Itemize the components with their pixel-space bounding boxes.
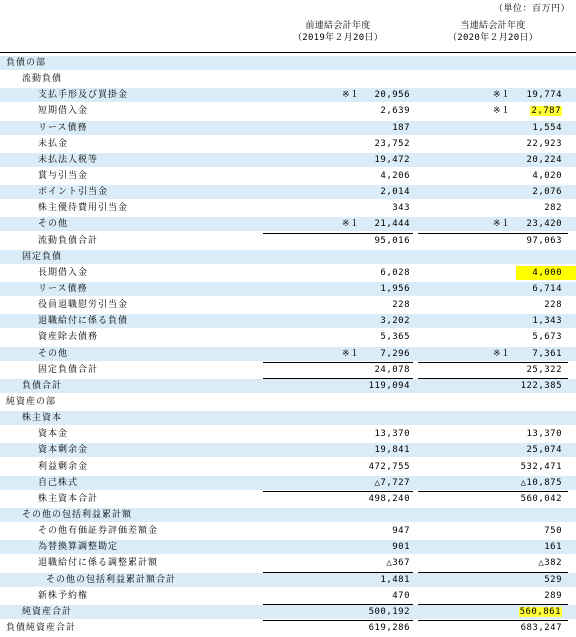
table-row — [0, 556, 576, 570]
note-mark-prev: ※１ — [342, 219, 360, 230]
value-current-year: △382 — [538, 558, 562, 569]
row-label: 負債純資産合計 — [6, 622, 77, 633]
value-current-year: 2,076 — [532, 187, 562, 198]
row-label: その他の包括利益累計額 — [22, 509, 133, 520]
column-header-prev-title: 前連結会計年度 — [305, 21, 371, 31]
value-current-year: 529 — [544, 574, 562, 585]
table-row — [0, 492, 576, 506]
value-prev-year: 5,365 — [380, 332, 410, 343]
column-header-cur-date: （2020年２月20日） — [447, 33, 539, 43]
table-row — [0, 72, 576, 86]
value-prev-year: 3,202 — [380, 316, 410, 327]
value-current-year: 25,322 — [526, 364, 562, 375]
value-prev-year: 19,472 — [374, 154, 410, 165]
row-label: ポイント引当金 — [38, 187, 109, 198]
highlighted-value: 2,787 — [531, 106, 561, 117]
value-current-year: 7,361 — [532, 348, 562, 359]
row-label: 自己株式 — [38, 477, 79, 488]
column-header-current-year — [418, 20, 568, 44]
value-current-year: 25,074 — [526, 445, 562, 456]
note-mark-cur: ※１ — [493, 219, 511, 230]
table-row — [0, 443, 576, 457]
row-label: その他 — [38, 219, 69, 230]
row-label: リース債務 — [38, 122, 88, 133]
table-row — [0, 56, 576, 70]
row-label: 利益剰余金 — [38, 461, 89, 472]
value-prev-year: △367 — [386, 558, 410, 569]
row-label: 流動負債 — [22, 74, 63, 85]
table-row — [0, 605, 576, 619]
value-prev-year: 901 — [392, 542, 410, 553]
table-row — [0, 476, 576, 490]
value-current-year: 289 — [544, 590, 562, 601]
row-label: 固定負債合計 — [38, 364, 99, 375]
table-row — [0, 363, 576, 377]
table-row — [0, 121, 576, 135]
table-row — [0, 411, 576, 425]
value-prev-year: △7,727 — [374, 477, 410, 488]
column-header-prev-date: （2019年２月20日） — [292, 33, 384, 43]
value-prev-year: 472,755 — [368, 461, 410, 472]
value-current-year: 97,063 — [526, 235, 562, 246]
table-row — [0, 185, 576, 199]
value-prev-year: 2,014 — [380, 187, 410, 198]
note-mark-prev: ※１ — [342, 348, 360, 359]
row-label: 株主資本 — [22, 413, 63, 424]
table-row — [0, 282, 576, 296]
balance-sheet-table — [0, 56, 576, 637]
value-prev-year: 95,016 — [374, 235, 410, 246]
row-label: 負債合計 — [22, 380, 63, 391]
value-current-year: 6,714 — [532, 283, 562, 294]
value-prev-year: 1,481 — [380, 574, 410, 585]
value-current-year: 560,042 — [520, 493, 562, 504]
row-label: 流動負債合計 — [38, 235, 99, 246]
value-prev-year: 13,370 — [374, 429, 410, 440]
value-current-year: 23,420 — [526, 219, 562, 230]
table-row — [0, 379, 576, 393]
table-row — [0, 589, 576, 603]
table-row — [0, 347, 576, 361]
value-prev-year: 470 — [392, 590, 410, 601]
row-label: その他の包括利益累計額合計 — [46, 574, 177, 585]
value-prev-year: 24,078 — [374, 364, 410, 375]
value-prev-year: 21,444 — [374, 219, 410, 230]
row-label: 役員退職慰労引当金 — [38, 300, 129, 311]
row-label: 為替換算調整勘定 — [38, 542, 119, 553]
value-prev-year: 228 — [392, 300, 410, 311]
value-prev-year: 119,094 — [368, 380, 410, 391]
table-row — [0, 427, 576, 441]
row-label: 資本剰余金 — [38, 445, 89, 456]
value-prev-year: 619,286 — [368, 622, 410, 633]
row-label: その他有価証券評価差額金 — [38, 526, 159, 537]
value-prev-year: 19,841 — [374, 445, 410, 456]
table-row — [0, 573, 576, 587]
value-current-year: △10,875 — [520, 477, 562, 488]
value-prev-year: 6,028 — [380, 267, 410, 278]
value-prev-year: 20,956 — [374, 90, 410, 101]
row-label: リース債務 — [38, 283, 88, 294]
value-prev-year: 343 — [392, 203, 410, 214]
table-row — [0, 169, 576, 183]
row-label: 新株予約権 — [38, 590, 89, 601]
value-prev-year: 1,956 — [380, 283, 410, 294]
value-prev-year: 23,752 — [374, 138, 410, 149]
value-current-year — [492, 104, 562, 118]
note-mark-cur: ※１ — [493, 90, 511, 101]
value-current-year: 19,774 — [526, 90, 562, 101]
value-current-year: 22,923 — [526, 138, 562, 149]
column-header-cur-title: 当連結会計年度 — [460, 21, 526, 31]
table-row — [0, 314, 576, 328]
table-row — [0, 395, 576, 409]
value-prev-year: 2,639 — [380, 106, 410, 117]
value-current-year: 5,673 — [532, 332, 562, 343]
table-row — [0, 508, 576, 522]
row-label: 資本金 — [38, 429, 69, 440]
table-row — [0, 88, 576, 102]
header-divider — [0, 52, 576, 53]
note-mark-prev: ※１ — [342, 90, 360, 101]
table-row — [0, 201, 576, 215]
value-current-year: 750 — [544, 526, 562, 537]
table-row — [0, 137, 576, 151]
table-row — [0, 104, 576, 118]
value-prev-year: 7,296 — [380, 348, 410, 359]
value-current-year: 683,247 — [520, 622, 562, 633]
row-label: 退職給付に係る調整累計額 — [38, 558, 159, 569]
row-label: 固定負債 — [22, 251, 63, 262]
unit-label: （単位：百万円） — [493, 4, 570, 14]
value-current-year: 1,343 — [532, 316, 562, 327]
value-prev-year: 187 — [392, 122, 410, 133]
table-row — [0, 540, 576, 554]
table-row — [0, 266, 576, 280]
row-label: 賞与引当金 — [38, 170, 89, 181]
table-row — [0, 298, 576, 312]
value-current-year: 4,020 — [532, 170, 562, 181]
value-prev-year: 947 — [392, 526, 410, 537]
value-current-year: 228 — [544, 300, 562, 311]
value-current-year: 20,224 — [526, 154, 562, 165]
value-current-year: 532,471 — [520, 461, 562, 472]
row-label: 未払法人税等 — [38, 154, 99, 165]
table-row — [0, 524, 576, 538]
row-label: 資産除去債務 — [38, 332, 99, 343]
column-header-prev-year — [263, 20, 413, 44]
value-current-year: 13,370 — [526, 429, 562, 440]
value-current-year: 4,000 — [532, 267, 562, 278]
value-prev-year: 500,192 — [368, 606, 410, 617]
table-row — [0, 460, 576, 474]
table-row — [0, 217, 576, 231]
value-current-year: 282 — [544, 203, 562, 214]
table-row — [0, 250, 576, 264]
row-label: 支払手形及び買掛金 — [38, 90, 129, 101]
value-current-year: 122,385 — [520, 380, 562, 391]
note-mark-cur: ※１ — [493, 348, 511, 359]
value-current-year: 161 — [544, 542, 562, 553]
table-row — [0, 153, 576, 167]
value-prev-year: 498,240 — [368, 493, 410, 504]
note-mark-cur: ※１ — [493, 106, 511, 117]
row-label: 未払金 — [38, 138, 69, 149]
row-label: 株主資本合計 — [38, 493, 99, 504]
table-row — [0, 330, 576, 344]
row-label: 純資産の部 — [6, 396, 57, 407]
row-label: 負債の部 — [6, 58, 47, 68]
table-row — [0, 621, 576, 635]
row-label: 退職給付に係る負債 — [38, 316, 129, 327]
row-label: 短期借入金 — [38, 106, 89, 117]
value-prev-year: 4,206 — [380, 170, 410, 181]
row-label: その他 — [38, 348, 69, 359]
value-current-year — [492, 605, 562, 619]
highlighted-value: 560,861 — [519, 606, 561, 617]
table-row — [0, 234, 576, 248]
row-label: 株主優待費用引当金 — [38, 203, 129, 214]
row-label: 長期借入金 — [38, 267, 89, 278]
value-current-year: 1,554 — [532, 122, 562, 133]
row-label: 純資産合計 — [22, 606, 73, 617]
